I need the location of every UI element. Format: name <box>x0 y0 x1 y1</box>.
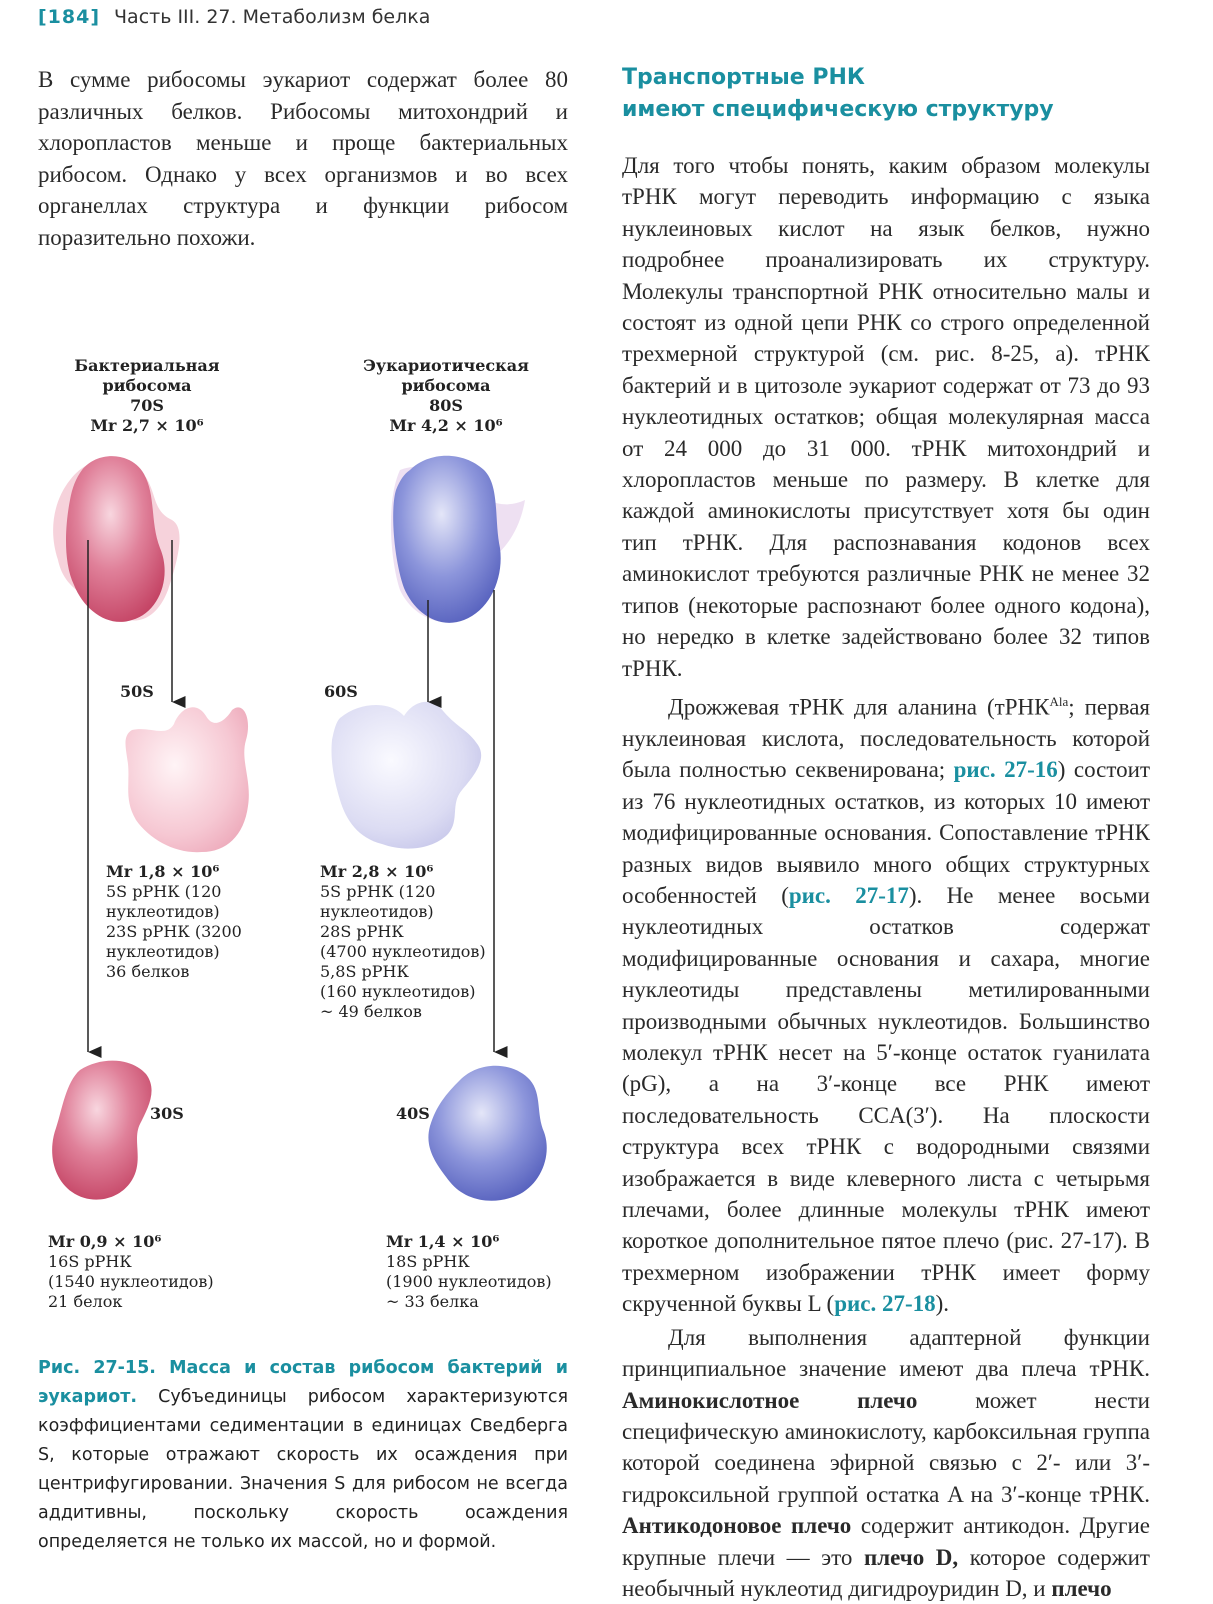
figure-ref-27-16[interactable]: рис. 27-16 <box>953 757 1058 783</box>
comp-50s-line: нуклеотидов) <box>106 942 220 961</box>
composition-50s <box>106 862 242 982</box>
caption-title: Рис. 27-15. Масса и состав рибосом бактерий и эукариот. <box>38 1358 568 1407</box>
figure-caption <box>38 1354 568 1557</box>
comp-50s-line: нуклеотидов) <box>106 902 220 921</box>
paragraph-2 <box>622 686 1150 1320</box>
ribosome-diagram <box>0 0 600 1340</box>
comp-40s-line: 18S рРНК <box>386 1252 470 1271</box>
bact-label-mass: Mr 2,7 × 10⁶ <box>90 416 204 435</box>
euk-label-line2: рибосома <box>401 376 491 395</box>
label-50s: 50S <box>120 682 154 701</box>
p2-text: Дрожжевая тРНК для аланина (тРНК <box>668 694 1050 720</box>
bacterial-ribosome-label <box>56 356 238 436</box>
comp-40s-line: (1900 нуклеотидов) <box>386 1272 552 1291</box>
comp-40s-line: ~ 33 белка <box>386 1292 479 1311</box>
section-heading-line2: имеют специфическую структуру <box>622 97 1054 122</box>
subunit-40s-shape <box>428 1066 546 1201</box>
comp-30s-line: 16S рРНК <box>48 1252 132 1271</box>
composition-30s <box>48 1232 214 1312</box>
subunit-50s-shape <box>126 707 249 852</box>
p2-text: ) состоит из 76 нуклеотидных остатков, из которых 10 имеют модифицированные основания. Сопоставление тРНК разных видов выявило много общих структурных особенностей ( <box>622 757 1151 908</box>
page-number: [184] <box>38 6 101 28</box>
caption-text: Субъединицы рибосом характеризуются коэффициентами седиментации в единицах Сведберга S, которые отражают скорость их осаждения при центрифугировании. Значения S для рибосом не всегда аддитивны, поскольку скорость осаждения определяется не только их массой, но и формой. <box>38 1387 568 1552</box>
mass-40s: Mr 1,4 × 10⁶ <box>386 1232 500 1251</box>
p3-text: может нести специфическую аминокислоту, карбоксильная группа которой соединена эфирной связью с 2′- или 3′-гидроксильной группой остатка A на 3′-конце тРНК. <box>622 1387 1150 1507</box>
label-40s: 40S <box>396 1104 430 1123</box>
p2-text: ). Не менее восьми нуклеотидных остатков содержат модифицированные основания и сахара, многие нуклеотиды представлены метилированными производными обычных нуклеотидов. Большинство молекул тРНК несет на 5′-конце остаток гуанилата (pG), а на 3′-конце все РНК имеют последовательность CCA(3′). На плоскости структура всех тРНК с водородными связями изображается в виде клеверного листа с четырьмя плечами, более длинные молекулы тРНК имеют короткое дополнительное пятое плечо (рис. 27-17). В трехмерном изображении тРНК имеет форму скрученной буквы L ( <box>622 883 1150 1317</box>
bact-label-line2: рибосома <box>102 376 192 395</box>
ribosome-70s-shape <box>53 456 179 622</box>
right-column-text <box>622 150 1150 1604</box>
left-intro-paragraph: В сумме рибосомы эукариот содержат более 80 различных белков. Рибосомы митохондрий и хлоропластов меньше и проще бактериальных рибосом. Однако у всех организмов и во всех органеллах структура и функции рибосом поразительно похожи. <box>38 67 568 250</box>
comp-30s-line: 21 белок <box>48 1292 123 1311</box>
paragraph-3 <box>622 1322 1150 1604</box>
comp-50s-line: 5S рРНК (120 <box>106 882 222 901</box>
bact-label-line3: 70S <box>130 396 164 415</box>
comp-60s-line: (4700 нуклеотидов) <box>320 942 486 961</box>
comp-30s-line: (1540 нуклеотидов) <box>48 1272 214 1291</box>
eukaryotic-ribosome-label <box>346 356 546 436</box>
figure-ref-27-18[interactable]: рис. 27-18 <box>834 1291 936 1317</box>
p2-superscript: Ala <box>1049 693 1069 709</box>
p3-text: Для выполнения адаптерной функции принципиальное значение имеют два плеча тРНК. <box>622 1324 1150 1382</box>
comp-60s-line: 28S рРНК <box>320 922 404 941</box>
figure-27-15 <box>0 0 600 1340</box>
p3-term: Антикодоновое плечо <box>622 1513 852 1539</box>
subunit-60s-shape <box>331 702 481 849</box>
running-title: Часть III. 27. Метаболизм белка <box>114 6 431 28</box>
euk-label-line1: Эукариотическая <box>363 356 529 375</box>
p2-text: ). <box>935 1291 950 1317</box>
subunit-30s-shape <box>52 1061 151 1200</box>
p3-term: плечо D, <box>863 1544 959 1570</box>
label-60s: 60S <box>324 682 358 701</box>
label-30s: 30S <box>150 1104 184 1123</box>
comp-60s-line: 5S рРНК (120 <box>320 882 436 901</box>
composition-40s <box>386 1232 552 1312</box>
composition-60s <box>320 862 486 1022</box>
p3-text: которое содержит необычный нуклеотид дигидроуридин D, и <box>622 1544 1150 1601</box>
ribosome-80s-shape <box>391 456 525 623</box>
comp-50s-line: 36 белков <box>106 962 190 981</box>
paragraph-1: Для того чтобы понять, каким образом молекулы тРНК могут переводить информацию с языка нуклеиновых кислот на язык белков, нужно подробнее проанализировать их структуру. Молекулы транспортной РНК относительно малы и состоят из одной цепи РНК со строго определенной трехмерной структурой (см. рис. 8-25, а). тРНК бактерий и в цитозоле эукариот содержат от 73 до 93 нуклеотидных остатков; общая молекулярная масса от 24 000 до 31 000. тРНК митохондрий и хлоропластов меньше по размеру. В клетке для каждой аминокислоты присутствует хотя бы один тип тРНК. Для распознавания кодонов всех аминокислот требуются различные РНК не менее 32 типов (некоторые распознают более одного кодона), но нередко в клетке задействовано более 32 типов тРНК. <box>622 153 1150 681</box>
comp-60s-line: (160 нуклеотидов) <box>320 982 476 1001</box>
p3-text: содержит антикодон. Другие крупные плечи — это <box>622 1513 1151 1570</box>
mass-30s: Mr 0,9 × 10⁶ <box>48 1232 162 1251</box>
comp-60s-line: 5,8S рРНК <box>320 962 409 981</box>
p3-term: плечо <box>1051 1575 1112 1601</box>
section-heading-line1: Транспортные РНК <box>622 65 865 90</box>
mass-50s: Mr 1,8 × 10⁶ <box>106 862 220 881</box>
p3-term: Аминокислотное плечо <box>622 1387 918 1413</box>
euk-label-line3: 80S <box>429 396 463 415</box>
p2-text: ; первая нуклеиновая кислота, последовательность которой была полностью секвенирована; <box>622 694 1150 783</box>
euk-label-mass: Mr 4,2 × 10⁶ <box>389 416 503 435</box>
mass-60s: Mr 2,8 × 10⁶ <box>320 862 434 881</box>
comp-50s-line: 23S рРНК (3200 <box>106 922 242 941</box>
bact-label-line1: Бактериальная <box>74 356 220 375</box>
comp-60s-line: ~ 49 белков <box>320 1002 422 1021</box>
section-heading <box>622 62 1054 126</box>
figure-ref-27-17[interactable]: рис. 27-17 <box>788 883 909 908</box>
comp-60s-line: нуклеотидов) <box>320 902 434 921</box>
